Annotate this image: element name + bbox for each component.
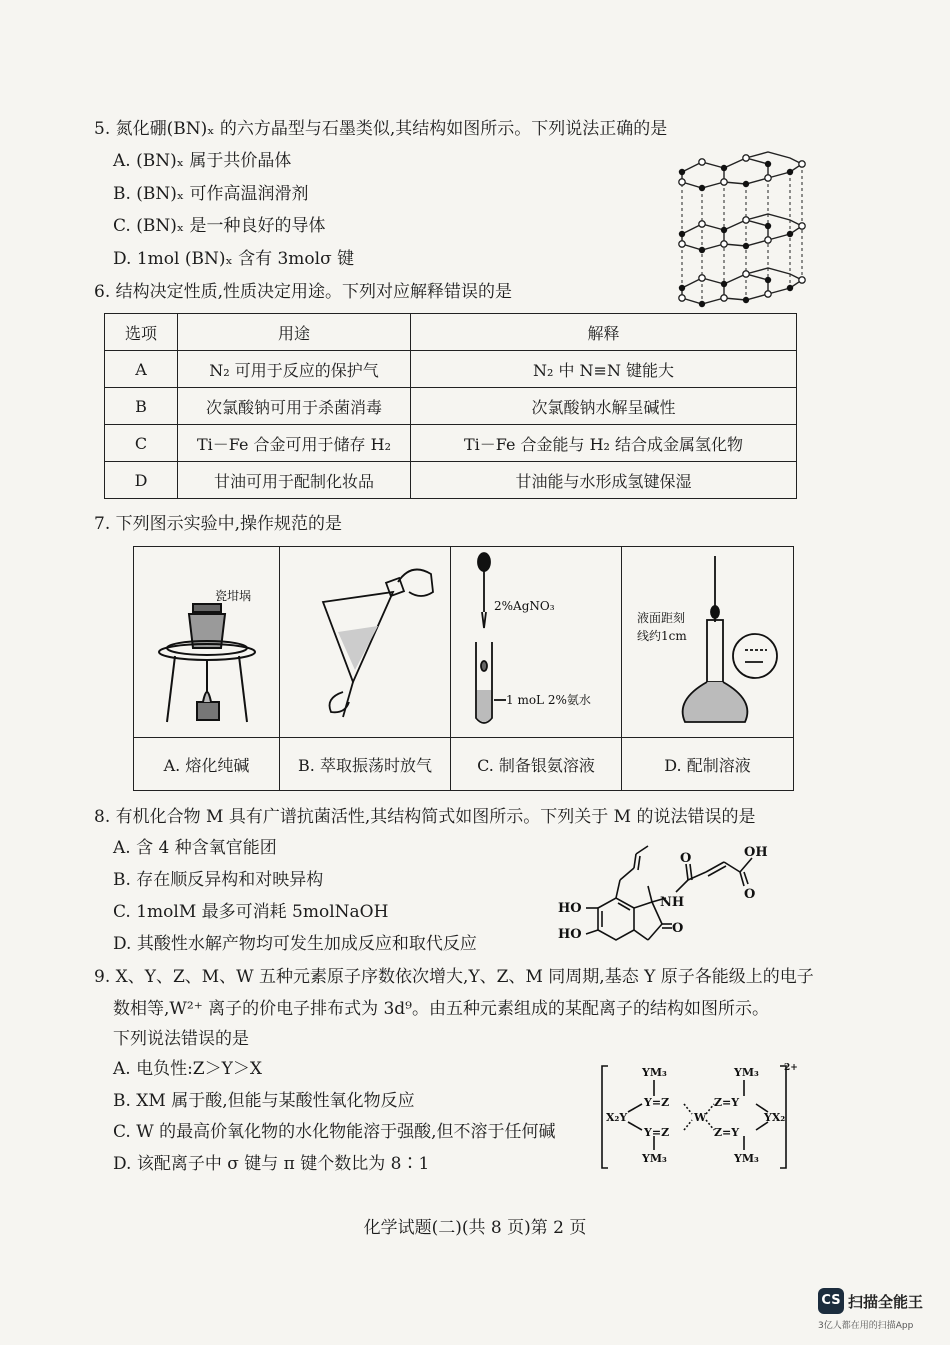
label-nh: NH xyxy=(660,895,685,910)
label-yx2: YX₂ xyxy=(764,1111,786,1124)
label-zy-upper-right: Z=Y xyxy=(714,1096,740,1109)
q8-option-b: B. 存在顺反异构和对映异构 xyxy=(113,870,324,890)
label-ym3-bottom-left: YM₃ xyxy=(642,1152,667,1165)
page-footer: 化学试题(二)(共 8 页)第 2 页 xyxy=(363,1218,587,1238)
q8-option-a: A. 含 4 种含氧官能团 xyxy=(113,838,277,858)
q9-stem-line1: 9. X、Y、Z、M、W 五种元素原子序数依次增大,Y、Z、M 同周期,基态 Y 原子各能级上的电子 xyxy=(94,967,814,987)
q7-caption-row xyxy=(134,738,794,791)
q7-figure-d xyxy=(622,547,794,738)
label-w-center: W xyxy=(694,1111,707,1124)
q8-option-d: D. 其酸性水解产物均可发生加成反应和取代反应 xyxy=(113,934,477,954)
scanner-tagline: 3亿人都在用的扫描App xyxy=(818,1321,914,1331)
label-oh: OH xyxy=(744,845,768,860)
agno3-label: 2%AgNO₃ xyxy=(493,598,555,613)
ammonia-label: 1 moL 2%氨水 xyxy=(505,692,591,707)
q9-option-d: D. 该配离子中 σ 键与 π 键个数比为 8∶1 xyxy=(113,1154,430,1174)
header-explanation: 解释 xyxy=(411,314,797,351)
table-row xyxy=(105,425,797,462)
flask-label-line1: 液面距刻 xyxy=(636,610,685,625)
row-option: B xyxy=(105,388,178,425)
q9-stem-line2: 数相等,W²⁺ 离子的价电子排布式为 3d⁹。由五种元素组成的某配离子的结构如图所示。 xyxy=(113,999,769,1019)
row-option: A xyxy=(105,351,178,388)
scanner-watermark xyxy=(818,1288,924,1331)
header-use: 用途 xyxy=(178,314,411,351)
label-ym3-bottom-right: YM₃ xyxy=(734,1152,759,1165)
q9-stem-line3: 下列说法错误的是 xyxy=(113,1029,249,1049)
row-use: 次氯酸钠可用于杀菌消毒 xyxy=(178,388,411,425)
q9-option-b: B. XM 属于酸,但能与某酸性氧化物反应 xyxy=(113,1091,415,1111)
q5-option-c: C. (BN)ₓ 是一种良好的导体 xyxy=(113,216,326,236)
q7-figure-b xyxy=(280,547,451,738)
q9-option-a: A. 电负性:Z＞Y＞X xyxy=(113,1059,262,1079)
label-yz-upper-left: Y=Z xyxy=(644,1096,670,1109)
q7-stem: 7. 下列图示实验中,操作规范的是 xyxy=(94,514,343,534)
q5-option-d: D. 1mol (BN)ₓ 含有 3molσ 键 xyxy=(113,249,355,269)
crucible-label: 瓷坩埚 xyxy=(214,589,251,603)
volumetric-flask-figure xyxy=(623,550,793,735)
q7-caption-c: C. 制备银氨溶液 xyxy=(451,738,622,791)
crucible-heating-figure xyxy=(137,552,277,732)
table-header-row xyxy=(105,314,797,351)
label-ho-2: HO xyxy=(558,927,582,942)
q7-figure-table xyxy=(133,546,794,791)
row-use: 甘油可用于配制化妆品 xyxy=(178,462,411,499)
table-row xyxy=(105,462,797,499)
table-row xyxy=(105,351,797,388)
scanner-app-name: 扫描全能王 xyxy=(848,1292,924,1311)
label-ho-1: HO xyxy=(558,901,582,916)
header-option: 选项 xyxy=(105,314,178,351)
q7-figure-a xyxy=(134,547,280,738)
silver-ammonia-figure xyxy=(454,550,619,735)
q7-image-row xyxy=(134,547,794,738)
separatory-funnel-figure xyxy=(283,552,448,732)
bn-crystal-structure-figure xyxy=(672,148,812,314)
q7-caption-a: A. 熔化纯碱 xyxy=(134,738,280,791)
compound-m-structure-figure xyxy=(548,836,778,966)
label-yz-lower-left: Y=Z xyxy=(644,1126,670,1139)
row-explanation: 甘油能与水形成氢键保湿 xyxy=(411,462,797,499)
q6-table xyxy=(104,313,797,499)
label-o-amide: O xyxy=(680,851,692,866)
q9-option-c: C. W 的最高价氧化物的水化物能溶于强酸,但不溶于任何碱 xyxy=(113,1122,556,1142)
table-row xyxy=(105,388,797,425)
row-option: C xyxy=(105,425,178,462)
q7-caption-d: D. 配制溶液 xyxy=(622,738,794,791)
label-charge: 2+ xyxy=(784,1063,798,1073)
q5-stem: 5. 氮化硼(BN)ₓ 的六方晶型与石墨类似,其结构如图所示。下列说法正确的是 xyxy=(94,119,668,139)
label-ym3-top-right: YM₃ xyxy=(734,1066,759,1079)
q7-caption-b: B. 萃取振荡时放气 xyxy=(280,738,451,791)
q8-option-c: C. 1molM 最多可消耗 5molNaOH xyxy=(113,902,389,922)
scanner-logo-icon: CS xyxy=(818,1288,844,1314)
row-explanation: Ti－Fe 合金能与 H₂ 结合成金属氢化物 xyxy=(411,425,797,462)
label-o-acid: O xyxy=(744,887,756,902)
q8-stem: 8. 有机化合物 M 具有广谱抗菌活性,其结构简式如图所示。下列关于 M 的说法错误的是 xyxy=(94,807,756,827)
row-use: N₂ 可用于反应的保护气 xyxy=(178,351,411,388)
q5-option-b: B. (BN)ₓ 可作高温润滑剂 xyxy=(113,184,309,204)
complex-ion-structure-figure xyxy=(598,1060,798,1175)
label-x2y: X₂Y xyxy=(606,1111,628,1124)
label-ym3-top-left: YM₃ xyxy=(642,1066,667,1079)
bleed-through-text xyxy=(500,140,505,159)
row-option: D xyxy=(105,462,178,499)
label-o-carbonyl: O xyxy=(672,921,684,936)
row-use: Ti－Fe 合金可用于储存 H₂ xyxy=(178,425,411,462)
q6-stem: 6. 结构决定性质,性质决定用途。下列对应解释错误的是 xyxy=(94,282,513,302)
q7-figure-c xyxy=(451,547,622,738)
label-zy-lower-right: Z=Y xyxy=(714,1126,740,1139)
row-explanation: N₂ 中 N≡N 键能大 xyxy=(411,351,797,388)
row-explanation: 次氯酸钠水解呈碱性 xyxy=(411,388,797,425)
flask-label-line2: 线约1cm xyxy=(636,628,687,643)
q5-option-a: A. (BN)ₓ 属于共价晶体 xyxy=(113,151,292,171)
